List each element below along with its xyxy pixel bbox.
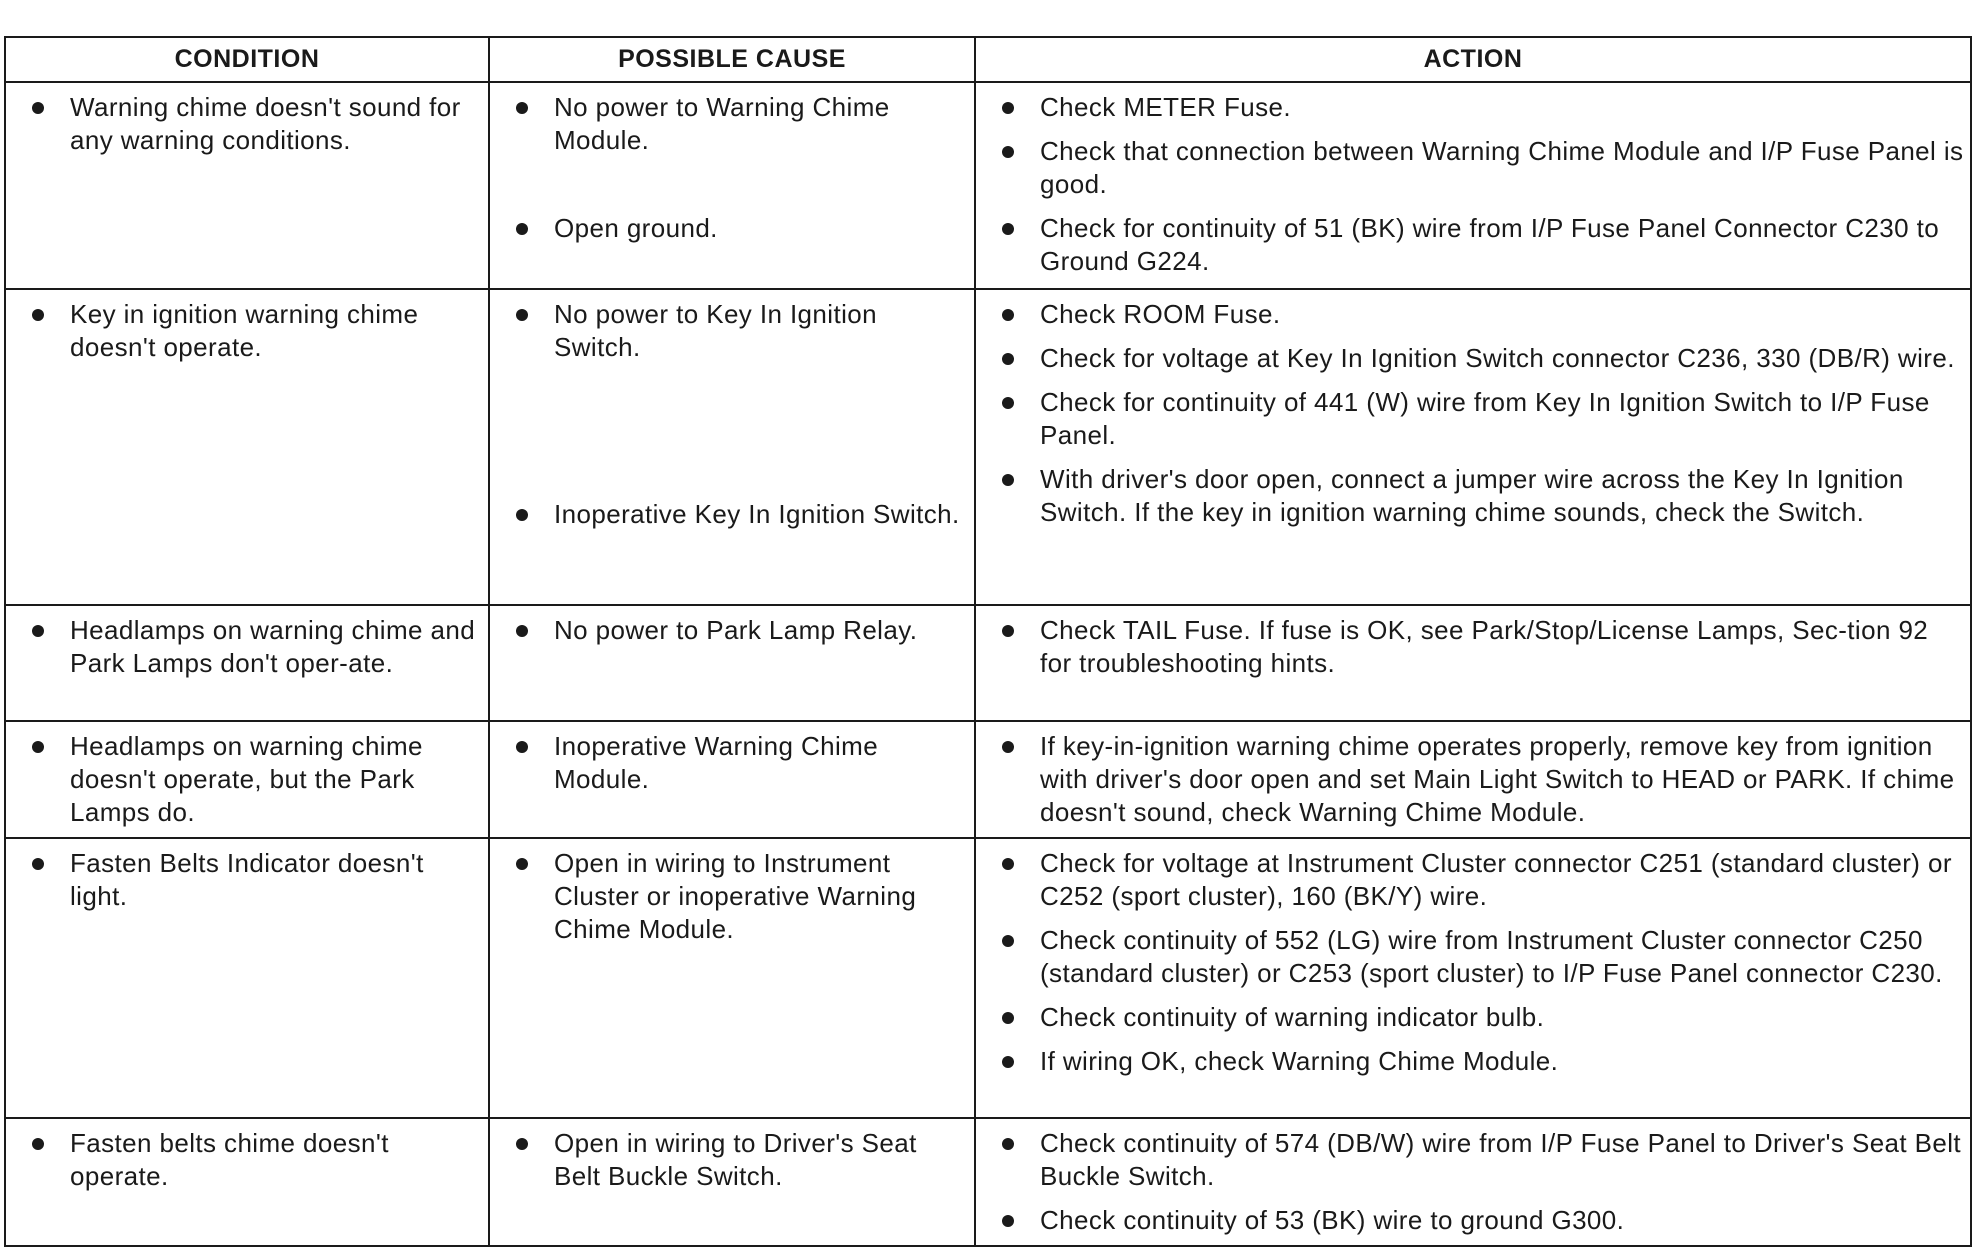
cause-item: Open in wiring to Driver's Seat Belt Buckle Switch. bbox=[512, 1127, 968, 1193]
header-action: ACTION bbox=[975, 37, 1971, 82]
cause-item: Open in wiring to Instrument Cluster or inoperative Warning Chime Module. bbox=[512, 847, 968, 946]
cause-item: No power to Park Lamp Relay. bbox=[512, 614, 968, 647]
action-item: Check continuity of 574 (DB/W) wire from I/P Fuse Panel to Driver's Seat Belt Buckle Switch. bbox=[998, 1127, 1964, 1193]
condition-text: Fasten belts chime doesn't operate. bbox=[28, 1127, 482, 1193]
cause-item: No power to Warning Chime Module. bbox=[512, 91, 968, 157]
action-item: Check that connection between Warning Chime Module and I/P Fuse Panel is good. bbox=[998, 135, 1964, 201]
action-item: Check for voltage at Instrument Cluster connector C251 (standard cluster) or C252 (sport cluster), 160 (BK/Y) wire. bbox=[998, 847, 1964, 913]
cause-cell bbox=[489, 605, 975, 721]
action-item: Check continuity of warning indicator bulb. bbox=[998, 1001, 1964, 1034]
action-item: With driver's door open, connect a jumper wire across the Key In Ignition Switch. If the key in ignition warning chime sounds, check the Switch. bbox=[998, 463, 1964, 529]
condition-text: Headlamps on warning chime and Park Lamps don't oper-ate. bbox=[28, 614, 482, 680]
condition-text: Fasten Belts Indicator doesn't light. bbox=[28, 847, 482, 913]
header-possible-cause: POSSIBLE CAUSE bbox=[489, 37, 975, 82]
action-item: Check for continuity of 51 (BK) wire from I/P Fuse Panel Connector C230 to Ground G224. bbox=[998, 212, 1964, 278]
cause-cell bbox=[489, 838, 975, 1118]
cause-cell bbox=[489, 82, 975, 289]
action-cell bbox=[975, 721, 1971, 838]
condition-text: Key in ignition warning chime doesn't operate. bbox=[28, 298, 482, 364]
condition-cell bbox=[5, 838, 489, 1118]
action-item: Check continuity of 552 (LG) wire from Instrument Cluster connector C250 (standard cluster) or C253 (sport cluster) to I/P Fuse Panel connector C230. bbox=[998, 924, 1964, 990]
action-item: Check ROOM Fuse. bbox=[998, 298, 1964, 331]
table-row bbox=[5, 721, 1971, 838]
condition-text: Headlamps on warning chime doesn't operate, but the Park Lamps do. bbox=[28, 730, 482, 829]
table-row bbox=[5, 82, 1971, 289]
action-item: Check continuity of 53 (BK) wire to ground G300. bbox=[998, 1204, 1964, 1237]
cause-item: Inoperative Warning Chime Module. bbox=[512, 730, 968, 796]
header-condition: CONDITION bbox=[5, 37, 489, 82]
action-item: Check TAIL Fuse. If fuse is OK, see Park/Stop/License Lamps, Sec-tion 92 for troubleshooting hints. bbox=[998, 614, 1964, 680]
condition-cell bbox=[5, 82, 489, 289]
action-item: If wiring OK, check Warning Chime Module. bbox=[998, 1045, 1964, 1078]
condition-cell bbox=[5, 289, 489, 605]
cause-item: Open ground. bbox=[512, 212, 968, 245]
table-row bbox=[5, 1118, 1971, 1246]
condition-cell bbox=[5, 1118, 489, 1246]
cause-cell bbox=[489, 289, 975, 605]
cause-cell bbox=[489, 721, 975, 838]
table-row bbox=[5, 838, 1971, 1118]
table-row bbox=[5, 605, 1971, 721]
action-cell bbox=[975, 1118, 1971, 1246]
action-item: Check for voltage at Key In Ignition Switch connector C236, 330 (DB/R) wire. bbox=[998, 342, 1964, 375]
condition-cell bbox=[5, 605, 489, 721]
action-cell bbox=[975, 605, 1971, 721]
table-row bbox=[5, 289, 1971, 605]
cause-item: No power to Key In Ignition Switch. bbox=[512, 298, 968, 364]
cause-item: Inoperative Key In Ignition Switch. bbox=[512, 498, 968, 531]
cause-cell bbox=[489, 1118, 975, 1246]
action-item: Check for continuity of 441 (W) wire from Key In Ignition Switch to I/P Fuse Panel. bbox=[998, 386, 1964, 452]
action-item: Check METER Fuse. bbox=[998, 91, 1964, 124]
action-cell bbox=[975, 82, 1971, 289]
action-cell bbox=[975, 838, 1971, 1118]
action-item: If key-in-ignition warning chime operates properly, remove key from ignition with driver's door open and set Main Light Switch to HEAD or PARK. If chime doesn't sound, check Warning Chime Module. bbox=[998, 730, 1964, 829]
diagnosis-table bbox=[4, 36, 1972, 1247]
condition-cell bbox=[5, 721, 489, 838]
condition-text: Warning chime doesn't sound for any warning conditions. bbox=[28, 91, 482, 157]
action-cell bbox=[975, 289, 1971, 605]
header-row bbox=[5, 37, 1971, 82]
